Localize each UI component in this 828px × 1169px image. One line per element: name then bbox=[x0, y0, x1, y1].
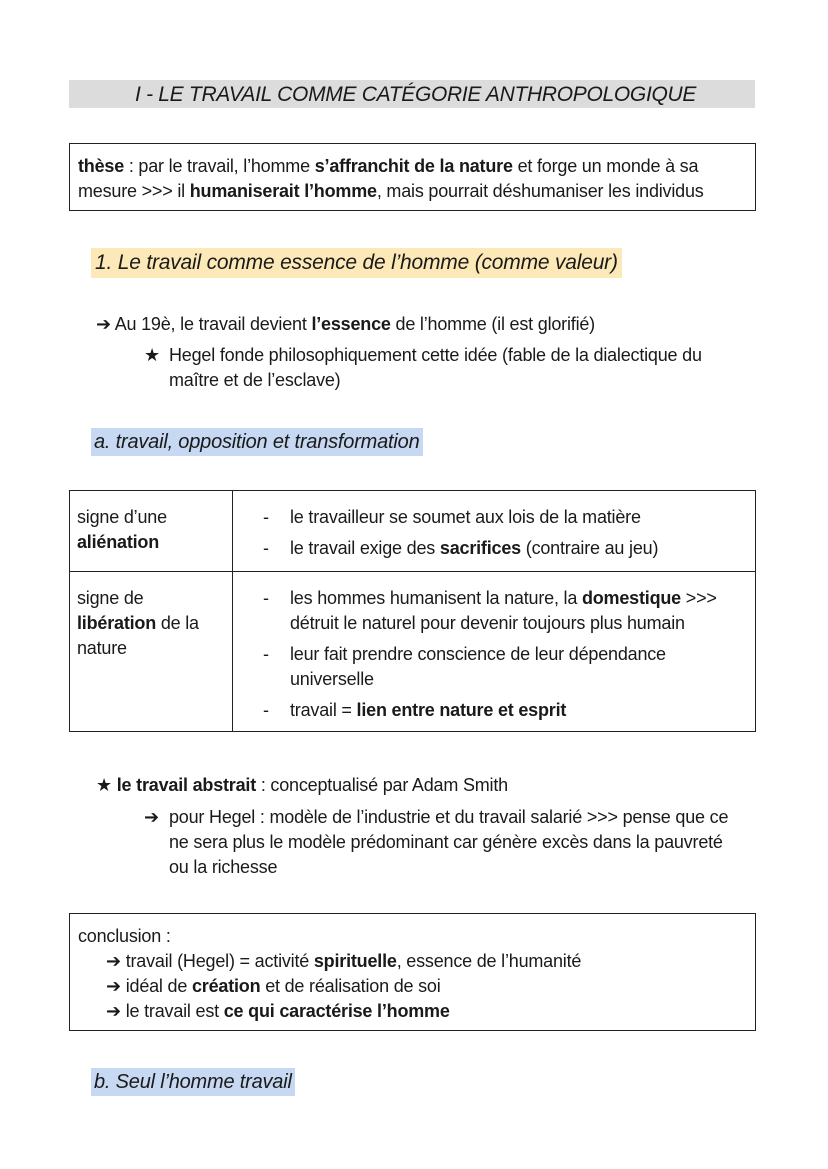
conclusion-box bbox=[69, 913, 756, 1031]
conclusion-bold: ce qui caractérise l’homme bbox=[223, 1001, 450, 1021]
alienation-liberation-table bbox=[69, 490, 756, 732]
list-item bbox=[233, 586, 745, 636]
table-cell-content bbox=[233, 572, 756, 732]
list-item-bold: domestique bbox=[581, 588, 681, 608]
row-label-text: signe de bbox=[77, 588, 144, 608]
conclusion-text: , essence de l’humanité bbox=[396, 951, 582, 971]
arrow-icon: ➔ bbox=[144, 807, 159, 827]
conclusion-item bbox=[78, 974, 747, 999]
row-label-text: de la bbox=[156, 613, 199, 633]
dash-bullet: - bbox=[263, 538, 269, 558]
subsection-b-heading: b. Seul l’homme travail bbox=[91, 1068, 295, 1096]
row-label-bold: libération bbox=[77, 613, 157, 633]
list-item-text: le travailleur se soumet aux lois de la matière bbox=[290, 507, 641, 527]
list-item-text: le travail exige des bbox=[290, 538, 440, 558]
list-item bbox=[233, 642, 745, 692]
these-line-1 bbox=[78, 154, 747, 179]
these-text: mesure >>> il bbox=[78, 181, 190, 201]
dash-bullet: - bbox=[263, 588, 269, 608]
list-item-text: travail = bbox=[290, 700, 357, 720]
list-item-text: >>> bbox=[680, 588, 717, 608]
star-icon: ★ bbox=[144, 345, 160, 365]
these-bold: humaniserait l’homme bbox=[189, 181, 377, 201]
these-text: : par le travail, l’homme bbox=[124, 156, 315, 176]
these-bold: s’affranchit de la nature bbox=[314, 156, 513, 176]
list-item-text: (contraire au jeu) bbox=[520, 538, 659, 558]
conclusion-text: idéal de bbox=[125, 976, 192, 996]
star-point-line-2: maître et de l’esclave) bbox=[169, 370, 341, 390]
abstract-star-line bbox=[96, 773, 508, 798]
list-item bbox=[233, 505, 745, 530]
conclusion-text: le travail est bbox=[125, 1001, 224, 1021]
row-label-text: nature bbox=[77, 638, 127, 658]
dash-bullet: - bbox=[263, 507, 269, 527]
subsection-a-heading: a. travail, opposition et transformation bbox=[91, 428, 423, 456]
arrow-point-text: de l’homme (il est glorifié) bbox=[390, 314, 595, 334]
list-item bbox=[233, 536, 745, 561]
list-item bbox=[233, 698, 745, 723]
abstract-line-2: ne sera plus le modèle prédominant car génère excès dans la pauvreté bbox=[169, 832, 723, 852]
abstract-bold: le travail abstrait bbox=[116, 775, 257, 795]
conclusion-text: et de réalisation de soi bbox=[260, 976, 441, 996]
dash-bullet: - bbox=[263, 644, 269, 664]
dash-bullet: - bbox=[263, 700, 269, 720]
page-title: I - LE TRAVAIL COMME CATÉGORIE ANTHROPOLOGIQUE bbox=[135, 83, 697, 106]
abstract-line-3: ou la richesse bbox=[169, 857, 278, 877]
arrow-icon: ➔ bbox=[106, 1001, 121, 1021]
table-row bbox=[70, 572, 756, 732]
list-item-bold: lien entre nature et esprit bbox=[356, 700, 567, 720]
list-item-text: leur fait prendre conscience de leur dépendance bbox=[290, 644, 666, 664]
these-box bbox=[69, 143, 756, 211]
conclusion-bold: spirituelle bbox=[313, 951, 397, 971]
table-cell-content bbox=[233, 491, 756, 572]
abstract-line-1: pour Hegel : modèle de l’industrie et du travail salarié >>> pense que ce bbox=[169, 807, 729, 827]
arrow-icon: ➔ bbox=[106, 951, 121, 971]
list-item-text: universelle bbox=[290, 669, 374, 689]
conclusion-item bbox=[78, 999, 747, 1024]
row-label-text: signe d’une bbox=[77, 507, 167, 527]
row-label-bold: aliénation bbox=[77, 532, 160, 552]
list-item-text: détruit le naturel pour devenir toujours plus humain bbox=[290, 613, 685, 633]
conclusion-text: travail (Hegel) = activité bbox=[125, 951, 314, 971]
star-point-line-1: Hegel fonde philosophiquement cette idée (fable de la dialectique du bbox=[169, 345, 702, 365]
arrow-point-text: Au 19è, le travail devient bbox=[114, 314, 312, 334]
list-item-bold: sacrifices bbox=[439, 538, 521, 558]
these-line-2 bbox=[78, 179, 747, 204]
section-1-heading: 1. Le travail comme essence de l’homme (comme valeur) bbox=[91, 248, 622, 278]
conclusion-item bbox=[78, 949, 747, 974]
abstract-text: : conceptualisé par Adam Smith bbox=[256, 775, 508, 795]
conclusion-label: conclusion : bbox=[78, 926, 171, 946]
these-text: et forge un monde à sa bbox=[512, 156, 699, 176]
arrow-icon: ➔ bbox=[96, 314, 111, 334]
these-text: , mais pourrait déshumaniser les individus bbox=[376, 181, 704, 201]
list-item-text: les hommes humanisent la nature, la bbox=[290, 588, 582, 608]
these-label: thèse bbox=[78, 156, 125, 176]
table-row bbox=[70, 491, 756, 572]
arrow-point bbox=[96, 312, 595, 337]
arrow-point-bold: l’essence bbox=[311, 314, 391, 334]
arrow-icon: ➔ bbox=[106, 976, 121, 996]
conclusion-bold: création bbox=[191, 976, 261, 996]
row-label-line bbox=[77, 611, 225, 636]
table-cell-label bbox=[70, 572, 233, 732]
table-cell-label bbox=[70, 491, 233, 572]
star-icon: ★ bbox=[96, 775, 112, 795]
